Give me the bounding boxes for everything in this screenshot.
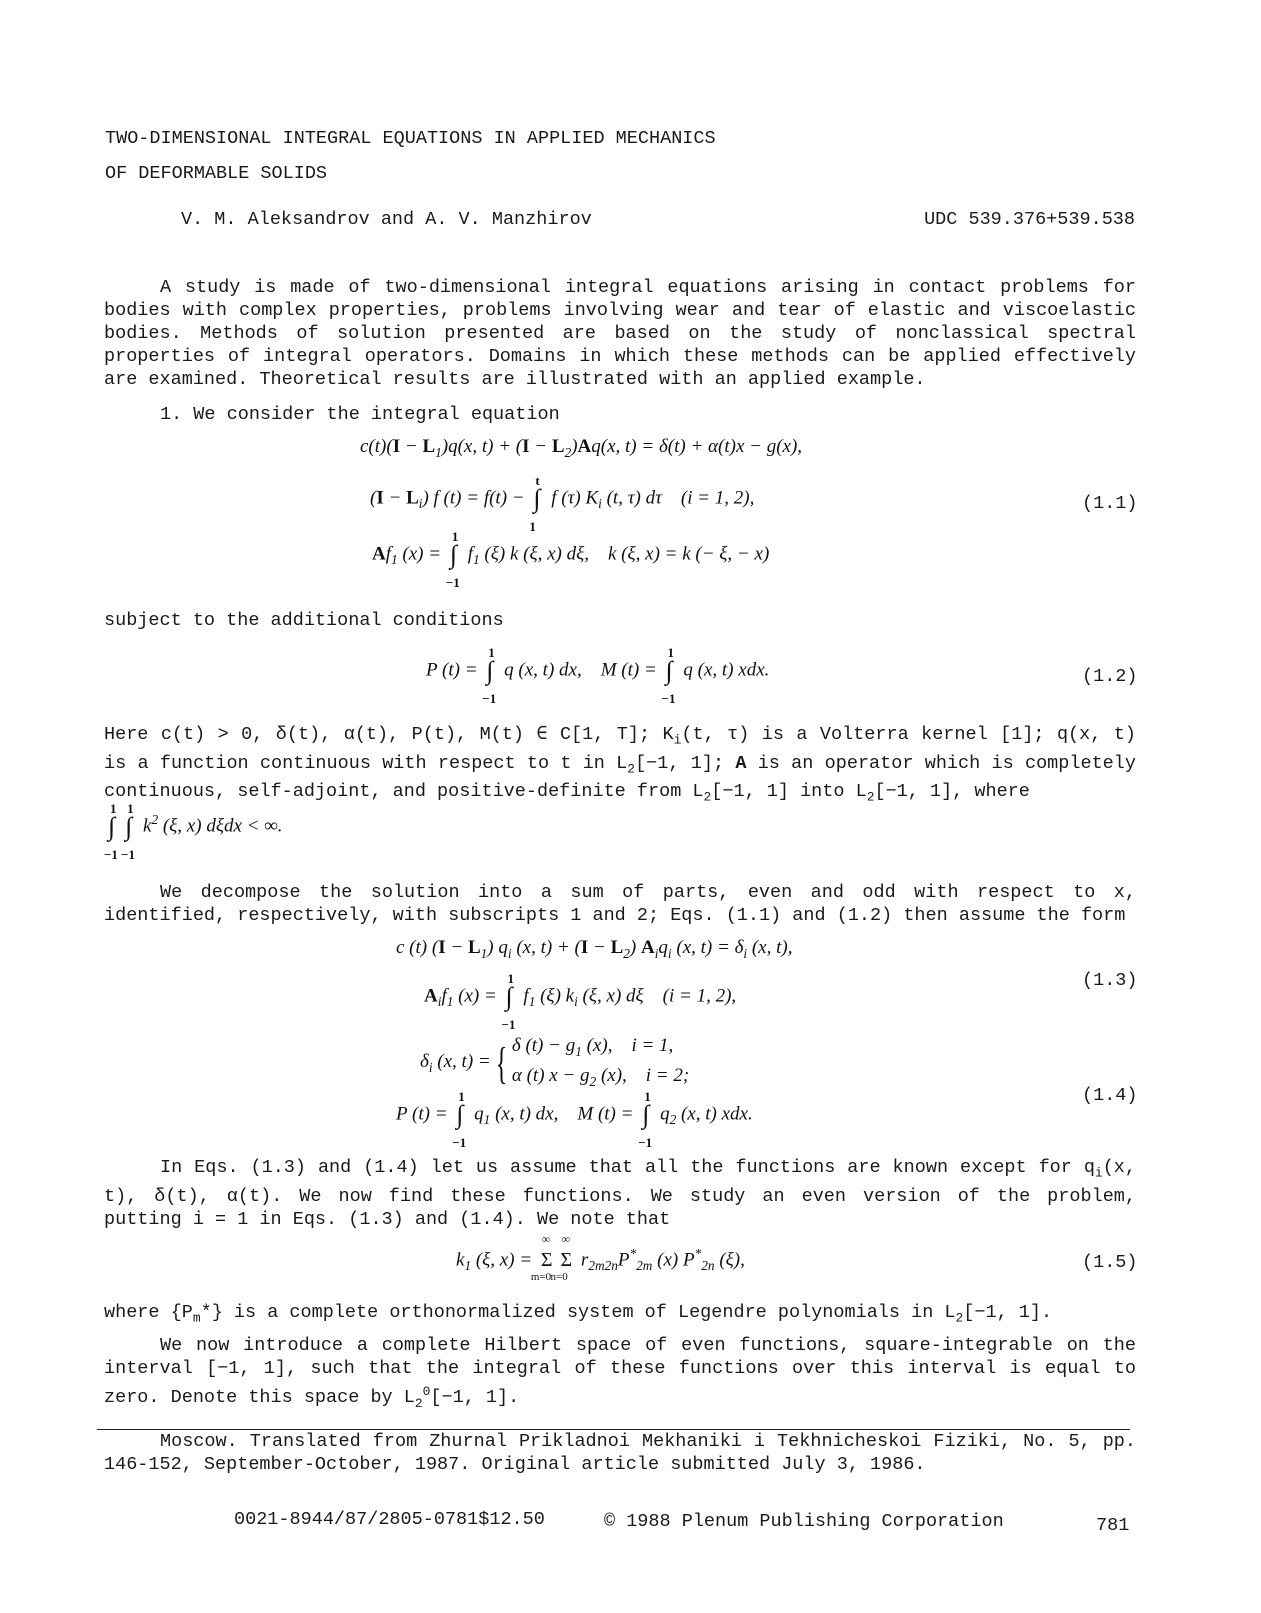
conditions-text-d: A xyxy=(735,752,747,774)
after-eq-1-1-text: subject to the additional conditions xyxy=(104,610,504,631)
equation-1-1-line-2: $(I - L_i)$ f (t) = f(t) − ∫ t 1 f (τ) $K_i$ (t, τ) dτ (i = 1, 2), xyxy=(370,473,755,534)
authors: V. M. Aleksandrov and A. V. Manzhirov xyxy=(181,209,592,230)
conditions-text-g: [−1, 1], where xyxy=(874,781,1030,803)
in-eqs-paragraph: In Eqs. (1.3) and (1.4) let us assume that all the functions are known except for $q_i(x$, t), δ(t), α(t). We now find these functions. We study an even version of the problem, putting i = 1 in Eqs. (1.3) and (1.4). We note that xyxy=(104,1157,1136,1230)
equation-1-4-line-1: $\delta_i$ (x, t) = { δ $(t) - g_1$ (x), i = 1, α (t) $x - g_2$ (x), i = 2; xyxy=(420,1035,690,1089)
equation-1-4-line-2: P (t) = ∫ 1 −1 $q_1$ (x, t) dx, M (t) = ∫ 1 −1 $q_2$ (x, t) xdx. xyxy=(396,1089,753,1150)
equation-number-1-2: (1.2) xyxy=(1082,666,1138,687)
conditions-text-f: [−1, 1] into L xyxy=(711,781,867,803)
equation-number-1-1: (1.1) xyxy=(1082,493,1138,514)
conditions-paragraph: Here c(t) > 0, δ(t), α(t), P(t), M(t) ∈ C[1, T]; $K_i(t$, τ) is a Volterra kernel [1]; q(x, t) is a function continuous with respect to t in $L_2[-1$, 1]; A is an operator which is completely continuous, self-adjoint, and positive-definite from $L_2[-1$, 1] into $L_2[-1$, 1], where xyxy=(104,724,1136,806)
in-eqs-text-a: In Eqs. (1.3) and (1.4) let us assume that all the functions are known except for q xyxy=(160,1157,1095,1178)
in-eqs-text-b: (x, t), δ(t), α(t). We now find these functions. We study an even version of the problem, putting i = 1 in Eqs. (1.3) and (1.4). We note that xyxy=(104,1157,1136,1230)
conditions-text-a: Here c(t) > 0, δ(t), α(t), P(t), M(t) ∈ C[1, T]; K xyxy=(104,724,674,745)
equation-1-3-line-2: $A_if_1$ (x) = ∫ 1 −1 $f_1$ (ξ) $k_i$ (ξ, x) dξ (i = 1, 2), xyxy=(424,971,737,1032)
equation-1-5: $k_1$ (ξ, x) = Σ ∞ m=0 Σ ∞ n=0 $r_{2m2n}P^*_{2m}$ (x) $P^*_{2n}$ (ξ), xyxy=(456,1232,745,1284)
legendre-paragraph: where $\{P_m*\}$ is a complete orthonormalized system of Legendre polynomials in $L_2[-1$, 1]. xyxy=(104,1302,1053,1326)
equation-1-3-line-1: c (t) $(I - L_1)$ $q_i$ (x, $t) + (I - L_2)$ $A_iq_i$ (x, $t) = \delta_i$ (x, t), xyxy=(396,937,793,961)
legendre-text-a: where {P xyxy=(104,1302,193,1323)
hilbert-text-a: We now introduce a complete Hilbert space of even functions, square-integrable on the interval [−1, 1], such that the integral of these functions over this interval is equal to zero. Denote this space by L xyxy=(104,1335,1136,1409)
abstract: A study is made of two-dimensional integral equations arising in contact problems for bodies with complex properties, problems involving wear and tear of elastic and viscoelastic bodies. Methods of solution presented are based on the study of nonclassical spectral properties of integral operators. Domains in which these methods can be applied effectively are examined. Theoretical results are illustrated with an applied example. xyxy=(104,277,1136,390)
legendre-text-c: [−1, 1]. xyxy=(963,1302,1053,1323)
equation-number-1-3: (1.3) xyxy=(1082,970,1138,991)
decompose-paragraph: We decompose the solution into a sum of parts, even and odd with respect to x, identified, respectively, with subscripts 1 and 2; Eqs. (1.1) and (1.2) then assume the form xyxy=(104,882,1136,926)
hilbert-space-paragraph: We now introduce a complete Hilbert space of even functions, square-integrable on the interval [−1, 1], such that the integral of these functions over this interval is equal to zero. Denote this space by $L_2^0[-1$, 1]. xyxy=(104,1335,1136,1411)
article-code: 0021-8944/87/2805-0781$12.50 xyxy=(234,1509,545,1530)
udc-code: UDC 539.376+539.538 xyxy=(924,209,1135,230)
equation-1-2: P (t) = ∫ 1 −1 q (x, t) dx, M (t) = ∫ 1 −1 q (x, t) xdx. xyxy=(426,645,770,706)
section-1-intro: 1. We consider the integral equation xyxy=(160,404,560,425)
kernel-condition: ∫ 1 −1 ∫ 1 −1 $k^2$ (ξ, x) dξdx < ∞. xyxy=(104,800,283,862)
conditions-text-c: [−1, 1]; xyxy=(635,752,736,774)
title-line-1: TWO-DIMENSIONAL INTEGRAL EQUATIONS IN APPLIED MECHANICS xyxy=(105,128,716,149)
equation-number-1-4: (1.4) xyxy=(1082,1085,1138,1106)
title-line-2: OF DEFORMABLE SOLIDS xyxy=(105,163,328,184)
conditions-text-b: (t, τ) is a Volterra kernel [1]; q(x, t) is a function continuous with respect to t in L xyxy=(104,724,1136,774)
equation-number-1-5: (1.5) xyxy=(1082,1252,1138,1273)
copyright-notice: © 1988 Plenum Publishing Corporation xyxy=(604,1511,1004,1532)
legendre-text-b: *} is a complete orthonormalized system of Legendre polynomials in L xyxy=(200,1302,956,1323)
equation-1-1-line-1: $c(t)(I - L_1)q(x$, $t) + (I - L_2)Aq(x$, t) = δ(t) + α(t)x − g(x), xyxy=(360,436,803,460)
conditions-text-e: is an operator which is completely continuous, self-adjoint, and positive-definite from L xyxy=(104,752,1136,803)
footnote: Moscow. Translated from Zhurnal Prikladnoi Mekhaniki i Tekhnicheskoi Fiziki, No. 5, pp. 146-152, September-October, 1987. Original article submitted July 3, 1986. xyxy=(104,1431,1136,1475)
page-number: 781 xyxy=(1096,1515,1130,1536)
hilbert-text-b: [−1, 1]. xyxy=(430,1387,520,1409)
equation-1-1-line-3: $Af_1$ (x) = ∫ 1 −1 $f_1$ (ξ) k (ξ, x) dξ, k (ξ, x) = k (− ξ, − x) xyxy=(372,529,770,590)
article-title xyxy=(105,127,865,197)
